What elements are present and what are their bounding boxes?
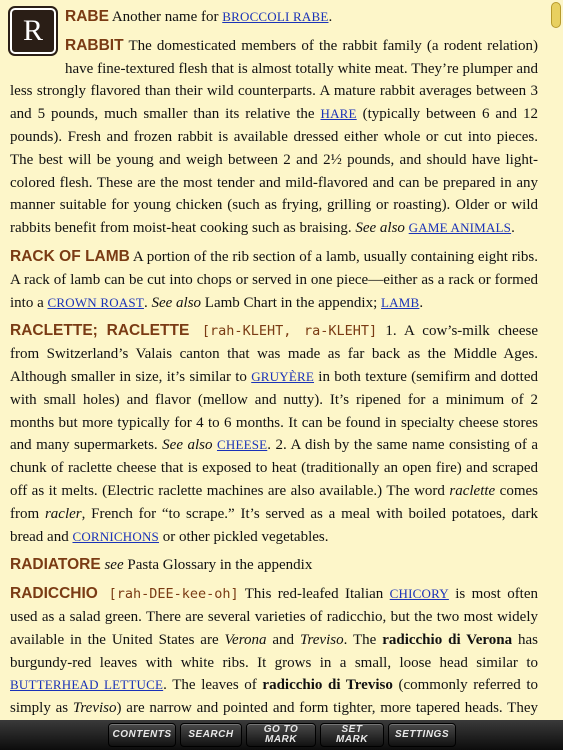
definition-text: ) are narrow and pointed and form tighter, more tapered heads. They: [116, 700, 538, 717]
definition-text: Pasta Glossary in the appendix: [123, 557, 313, 574]
go-to-mark-label-line2: MARK: [265, 734, 297, 745]
definition-text: , French for “to scrape.” It’s served as a meal with boiled potatoes, dark bread and: [10, 505, 538, 545]
headword: RACK OF LAMB: [10, 247, 130, 265]
xref-link-crown-roast[interactable]: CROWN ROAST: [47, 294, 144, 310]
search-label: SEARCH: [188, 729, 234, 740]
definition-text: .: [328, 9, 333, 25]
entry-rabbit: [10, 35, 538, 240]
italic-term: Treviso: [72, 700, 117, 717]
definition-text: . The leaves of: [163, 677, 263, 694]
see-label: see: [104, 557, 124, 574]
definition-text: . The: [343, 631, 383, 648]
xref-link-broccoli-rabe[interactable]: BROCCOLI RABE: [222, 9, 329, 24]
definition-text: .: [511, 220, 515, 237]
xref-link-cornichons[interactable]: CORNICHONS: [72, 528, 159, 544]
pronunciation: [rah-KLEHT, ra-KLEHT]: [189, 323, 378, 340]
headword: RACLETTE; RACLETTE: [10, 322, 190, 340]
definition-text: .: [143, 294, 152, 311]
entry-rack-of-lamb: [10, 246, 538, 314]
definition-text: . 2. A dish by the same name consisting of a chunk of raclette cheese that is exposed to heat (traditionally an open fire) and scraped off as it melts. (Electric raclette machines are also available.) The word: [10, 437, 538, 499]
bottom-toolbar: [0, 720, 563, 750]
scrollbar-thumb[interactable]: [551, 2, 561, 28]
definition-text: or other pickled vegetables.: [158, 528, 329, 545]
definition-text: A portion of the rib section of a lamb, usually containing eight ribs. A rack of lamb can be cut into chops or served in one piece—either as a rack or formed into a: [10, 248, 538, 311]
headword: RABBIT: [65, 36, 124, 54]
letter-badge: R: [10, 8, 56, 54]
see-also-label: See also: [162, 437, 213, 454]
go-to-mark-label-line1: GO TO: [263, 724, 299, 735]
xref-link-cheese[interactable]: CHEESE: [216, 437, 268, 453]
definition-text: (typically between 6 and 12 pounds). Fresh and frozen rabbit is available dressed either whole or cut into pieces. The best will be young and weigh between 2 and 2½ pounds, and should have light-colored flesh. These are the most tender and mild-flavored and can be prepared in any manner suitable for young chicken (such as frying, grilling or roasting). Older or wild rabbits benefit from moist-heat cooking such as braising.: [10, 106, 538, 237]
definition-text: (commonly referred to simply as: [10, 677, 538, 717]
xref-link-lamb[interactable]: LAMB: [381, 294, 420, 310]
settings-button[interactable]: [388, 723, 456, 747]
set-mark-label-line2: MARK: [336, 734, 368, 745]
definition-text: comes from: [10, 482, 538, 522]
see-also-label: See also: [355, 220, 405, 237]
headword: RADIATORE: [10, 556, 101, 574]
contents-label: CONTENTS: [112, 729, 172, 740]
bold-term: radicchio di Verona: [382, 631, 513, 648]
xref-link-butterhead-lettuce[interactable]: BUTTERHEAD LETTUCE: [10, 677, 164, 693]
set-mark-label-line1: SET: [341, 724, 363, 735]
definition-text: Lamb Chart in the appendix;: [201, 294, 382, 311]
set-mark-button[interactable]: [320, 723, 384, 747]
definition-text: and: [266, 631, 300, 648]
definition-text: 1. A cow’s-milk cheese from Switzerland’s Valais canton that was made as far back as the Middle Ages. Although smaller in size, it’s similar to: [10, 323, 538, 385]
definition-text: This red-leafed Italian: [238, 586, 390, 603]
definition-text: has burgundy-red leaves with white ribs. It grows in a small, loose head similar to: [10, 631, 538, 671]
entry-raclette: [10, 320, 538, 548]
xref-link-hare[interactable]: HARE: [320, 106, 357, 122]
definition-text: Another name for: [108, 9, 223, 25]
italic-term: Verona: [224, 631, 267, 648]
headword: RABE: [65, 8, 109, 25]
italic-term: racler: [44, 505, 82, 522]
pronunciation: [rah-DEE-kee-oh]: [97, 586, 239, 603]
xref-link-gruyere[interactable]: GRUYÈRE: [251, 368, 315, 384]
italic-term: Treviso: [299, 631, 344, 648]
go-to-mark-button[interactable]: [246, 723, 316, 747]
contents-button[interactable]: [108, 723, 176, 747]
entry-radiatore: [10, 554, 538, 577]
definition-text: in both texture (semifirm and dotted with small holes) and flavor (mellow and nutty). It’s ripened for a minimum of 2 months but more typically for 4 to 6 months. It can be found in specialty cheese stores and many supermarkets.: [10, 368, 538, 454]
bold-term: radicchio di Treviso: [262, 677, 393, 694]
entry-radicchio: [10, 583, 538, 720]
xref-link-chicory[interactable]: CHICORY: [389, 586, 449, 602]
xref-link-game-animals[interactable]: GAME ANIMALS: [408, 220, 512, 236]
search-button[interactable]: [180, 723, 242, 747]
definition-text: .: [419, 294, 424, 311]
headword: RADICCHIO: [10, 585, 98, 603]
settings-label: SETTINGS: [394, 729, 449, 740]
definition-text: is most often used as a salad green. There are several varieties of radicchio, but the two most widely available in the United States are: [10, 586, 539, 648]
dictionary-content: [10, 6, 538, 720]
see-also-label: See also: [151, 294, 202, 311]
italic-term: raclette: [449, 482, 496, 499]
definition-text: The domesticated members of the rabbit family (a rodent relation) have fine-textured flesh that is almost totally white meat. They’re plumper and less strongly flavored than their wild counterparts. A mature rabbit averages between 3 and 5 pounds, much smaller than its relative the: [10, 37, 538, 123]
